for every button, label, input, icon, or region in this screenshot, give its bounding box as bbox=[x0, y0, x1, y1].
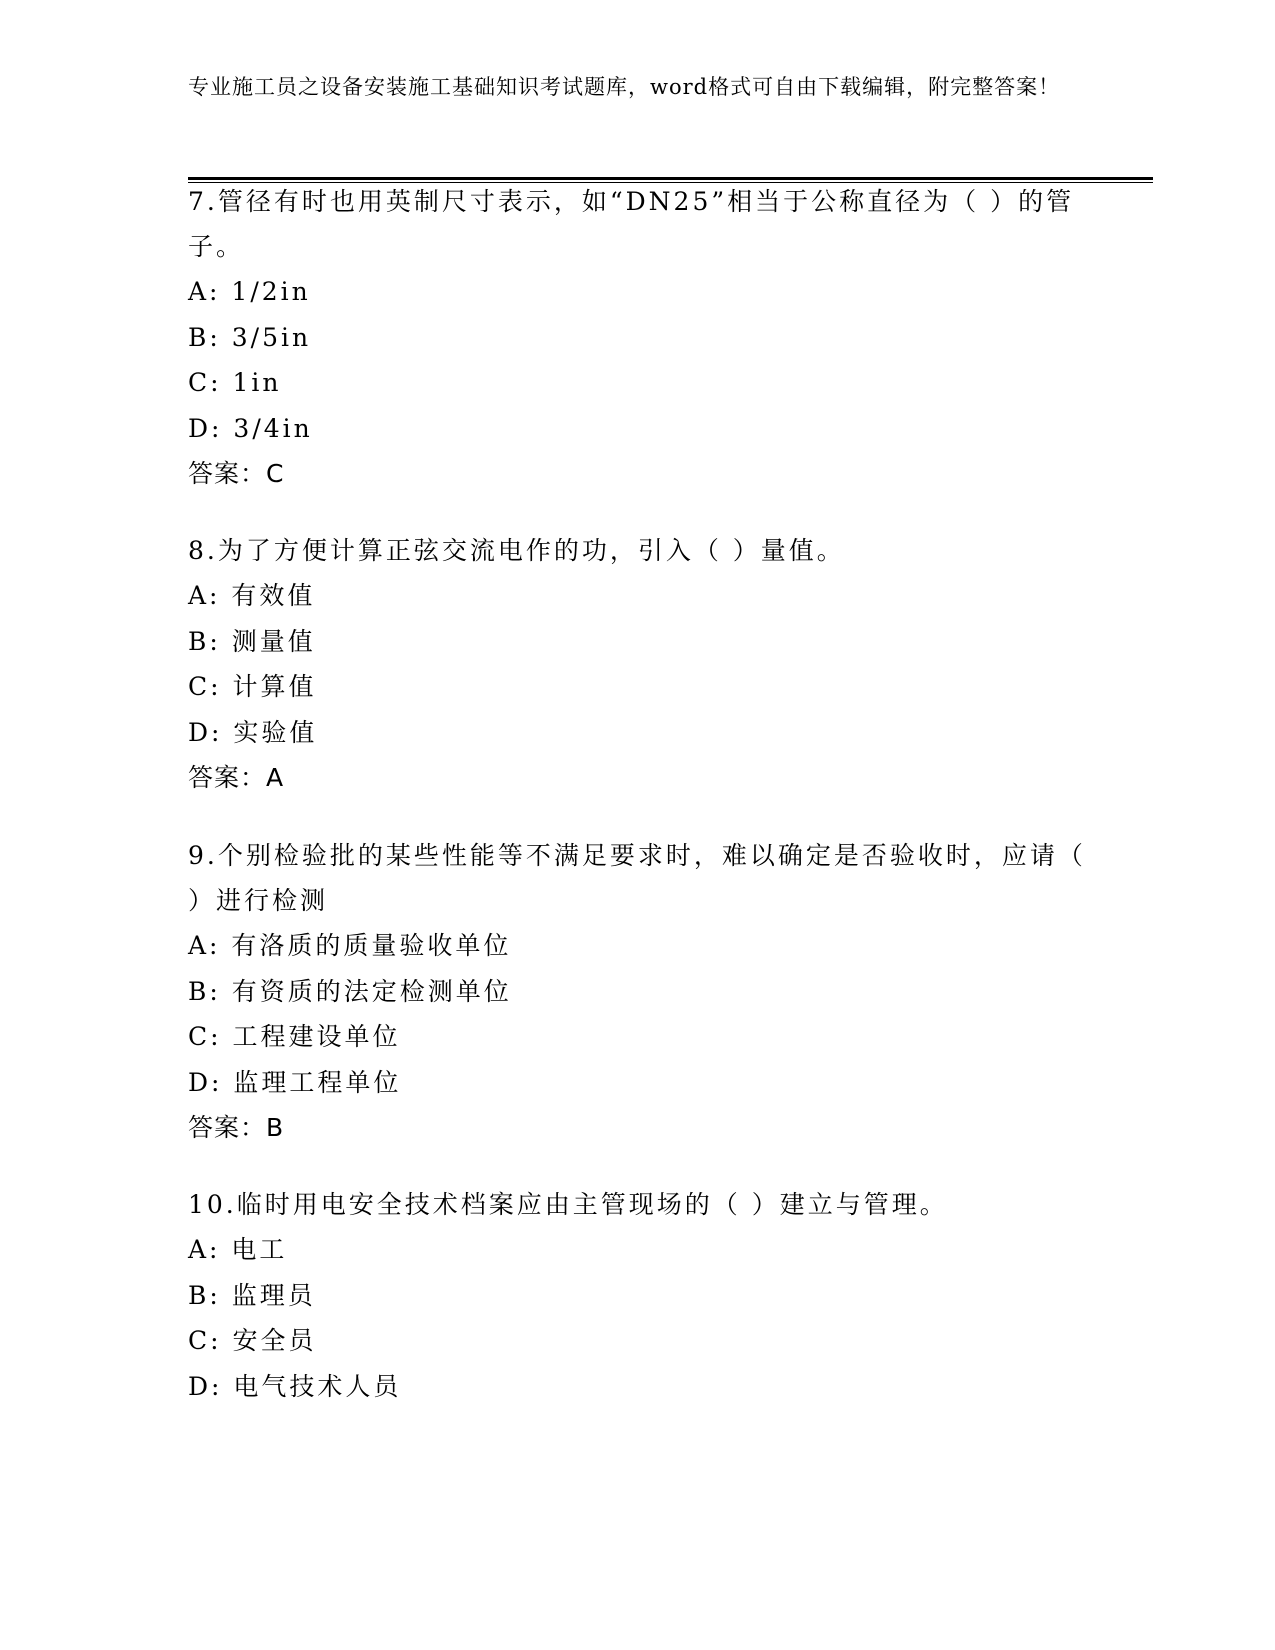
option-a: A: 1/2in bbox=[188, 277, 311, 306]
option-d: D: 3/4in bbox=[188, 413, 313, 443]
option-c: C: 工程建设单位 bbox=[188, 1022, 401, 1051]
option-c: C: 计算值 bbox=[188, 672, 317, 701]
question-text: 9.个别检验批的某些性能等不满足要求时，难以确定是否验收时，应请（ ）进行检测 bbox=[188, 841, 1086, 915]
option-b: B: 监理员 bbox=[188, 1280, 316, 1310]
option-b: B: 测量值 bbox=[188, 626, 316, 656]
question-7 bbox=[188, 179, 1088, 496]
question-9 bbox=[188, 833, 1088, 1150]
question-text: 8.为了方便计算正弦交流电作的功，引入（ ）量值。 bbox=[188, 536, 845, 565]
option-c: C: 安全员 bbox=[188, 1326, 317, 1355]
document-header: 专业施工员之设备安装施工基础知识考试题库，word格式可自由下载编辑，附完整答案！ bbox=[188, 75, 1061, 99]
option-b: B: 3/5in bbox=[188, 322, 312, 352]
option-a: A: 有洛质的质量验收单位 bbox=[188, 931, 512, 960]
option-a: A: 有效值 bbox=[188, 581, 316, 610]
option-d: D: 电气技术人员 bbox=[188, 1371, 402, 1401]
option-d: D: 实验值 bbox=[188, 717, 318, 747]
question-text: 7.管径有时也用英制尺寸表示，如“DN25”相当于公称直径为（ ）的管子。 bbox=[188, 187, 1075, 261]
question-10 bbox=[188, 1182, 1088, 1409]
option-d: D: 监理工程单位 bbox=[188, 1067, 402, 1097]
question-8 bbox=[188, 528, 1088, 800]
answer: 答案：A bbox=[188, 763, 285, 792]
option-a: A: 电工 bbox=[188, 1235, 288, 1264]
option-b: B: 有资质的法定检测单位 bbox=[188, 976, 512, 1006]
answer: 答案：C bbox=[188, 459, 285, 488]
answer: 答案：B bbox=[188, 1113, 285, 1142]
option-c: C: 1in bbox=[188, 368, 282, 397]
question-text: 10.临时用电安全技术档案应由主管现场的（ ）建立与管理。 bbox=[188, 1190, 948, 1219]
